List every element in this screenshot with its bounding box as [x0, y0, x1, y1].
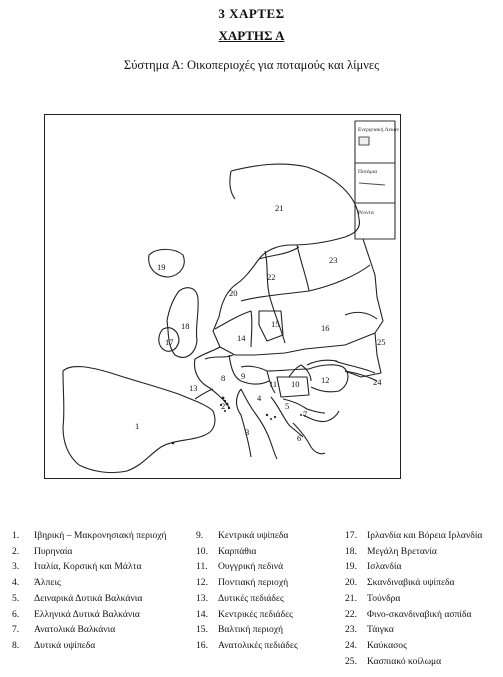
legend-number: 14.	[196, 608, 208, 620]
legend-label: Άλπεις	[34, 577, 61, 589]
legend-item	[12, 559, 167, 575]
region-label-24: 24	[373, 377, 382, 387]
legend-item	[345, 559, 482, 575]
legend-item	[196, 591, 298, 607]
region-label-17: 17	[165, 337, 174, 347]
legend-item	[345, 591, 482, 607]
legend-item	[345, 607, 482, 623]
legend-number: 3.	[12, 561, 20, 573]
region-outline-east	[345, 333, 381, 377]
region-label-5: 5	[285, 401, 290, 411]
legend-item	[196, 622, 298, 638]
legend-number: 2.	[12, 545, 20, 557]
region-border	[267, 369, 309, 371]
map-title: ΧΑΡΤΗΣ Α	[218, 28, 285, 43]
legend-number: 12.	[196, 577, 208, 589]
legend-number: 22.	[345, 608, 357, 620]
region-label-25: 25	[377, 337, 386, 347]
legend-item	[345, 638, 482, 654]
legend-item	[196, 575, 298, 591]
legend-item	[196, 638, 298, 654]
region-label-9: 9	[241, 371, 246, 381]
legend-label: Ιταλία, Κορσική και Μάλτα	[34, 561, 142, 573]
legend-item	[345, 622, 482, 638]
region-border	[215, 311, 252, 347]
region-border	[345, 312, 377, 319]
map-key-label: Ενεργειακή Λεκάνη	[358, 127, 399, 133]
region-border	[297, 245, 309, 291]
region-label-15: 15	[271, 319, 280, 329]
region-19-outline	[149, 249, 185, 277]
legend-label: Κεντρικά υψίπεδα	[218, 530, 289, 541]
legend-label: Καρπάθια	[218, 545, 257, 557]
legend-number: 15.	[196, 624, 208, 636]
legend-label: Τάιγκα	[367, 624, 394, 636]
legend-number: 7.	[12, 624, 20, 636]
legend-label: Βαλτική περιοχή	[218, 624, 284, 636]
legend-number: 25.	[345, 655, 357, 667]
section-title: 3 ΧΑΡΤΕΣ	[218, 6, 285, 21]
region-border	[335, 361, 375, 373]
map-key-swatch	[359, 137, 369, 145]
legend-label: Ουγγρική πεδινά	[218, 561, 284, 573]
legend-item	[345, 575, 482, 591]
legend-label: Δυτικές πεδιάδες	[218, 592, 284, 604]
region-border	[241, 265, 370, 301]
region-3-outline	[237, 389, 252, 457]
map-frame	[44, 114, 401, 479]
legend-label: Δειναρικά Δυτικά Βαλκάνια	[34, 592, 143, 604]
legend-label: Μεγάλη Βρετανία	[367, 545, 437, 557]
legend-label: Δυτικά υψίπεδα	[34, 639, 96, 651]
region-label-11: 11	[269, 379, 278, 389]
legend-label: Τούνδρα	[367, 592, 401, 604]
legend-label: Ιρλανδία και Βόρεια Ιρλανδία	[367, 530, 483, 541]
legend-label: Ισλανδία	[367, 561, 402, 573]
legend-number: 1.	[12, 530, 20, 541]
region-label-3: 3	[245, 427, 250, 437]
europe-ecoregion-map	[45, 115, 399, 477]
legend-item	[196, 559, 298, 575]
legend-number: 8.	[12, 639, 20, 651]
region-label-16: 16	[321, 323, 330, 333]
region-label-14: 14	[237, 333, 246, 343]
legend-item	[12, 607, 167, 623]
legend-item	[196, 607, 298, 623]
legend-number: 16.	[196, 639, 208, 651]
map-key-label: Ρέοντα	[358, 210, 374, 216]
legend-label: Ιβηρική – Μακρονησιακή περιοχή	[34, 530, 167, 541]
legend-item	[196, 544, 298, 560]
legend-column-2	[196, 528, 298, 654]
legend-column-3	[345, 528, 482, 669]
region-label-12: 12	[321, 375, 330, 385]
legend-number: 4.	[12, 577, 20, 589]
legend-number: 19.	[345, 561, 357, 573]
legend-label: Κασπιακό κοίλωμα	[367, 655, 442, 667]
legend-item	[345, 528, 482, 544]
region-label-20: 20	[229, 288, 238, 298]
region-label-18: 18	[181, 321, 190, 331]
region-label-8: 8	[221, 373, 226, 383]
legend-label: Ανατολικές πεδιάδες	[218, 639, 298, 651]
legend-number: 5.	[12, 592, 20, 604]
legend-number: 20.	[345, 577, 357, 589]
legend-label: Ποντιακή περιοχή	[218, 577, 289, 589]
legend-label: Ελληνικά Δυτικά Βαλκάνια	[34, 608, 140, 620]
legend-number: 6.	[12, 608, 20, 620]
legend-label: Φινο-σκανδιναβική ασπίδα	[367, 608, 472, 620]
legend-item	[345, 654, 482, 670]
map-subtitle: Σύστημα Α: Οικοπεριοχές για ποταμούς και λίμνες	[123, 58, 380, 72]
region-label-19: 19	[157, 262, 166, 272]
legend-label: Κεντρικές πεδιάδες	[218, 608, 293, 620]
legend-number: 11.	[196, 561, 208, 573]
legend-number: 21.	[345, 592, 357, 604]
legend-item	[12, 622, 167, 638]
region-label-6: 6	[297, 433, 302, 443]
region-outline-north	[230, 171, 235, 199]
region-label-21: 21	[275, 203, 284, 213]
legend-item	[12, 638, 167, 654]
map-key-label: Ποτάμια	[358, 169, 378, 175]
legend-item	[12, 544, 167, 560]
legend-number: 9.	[196, 530, 204, 541]
legend-number: 17.	[345, 530, 357, 541]
legend-item	[12, 575, 167, 591]
region-label-2: 2	[221, 401, 226, 411]
legend-item	[12, 528, 167, 544]
legend-column-1	[12, 528, 167, 654]
legend-number: 23.	[345, 624, 357, 636]
legend-label: Πυρηναία	[34, 545, 73, 557]
region-label-7: 7	[303, 409, 308, 419]
region-label-13: 13	[189, 383, 198, 393]
region-2-outline	[195, 389, 213, 399]
legend-number: 18.	[345, 545, 357, 557]
legend-label: Σκανδιναβικά υψίπεδα	[367, 577, 455, 589]
legend-item	[12, 591, 167, 607]
region-label-22: 22	[267, 272, 276, 282]
region-label-10: 10	[291, 379, 300, 389]
legend-number: 13.	[196, 592, 208, 604]
legend-item	[196, 528, 298, 544]
region-label-4: 4	[257, 393, 262, 403]
region-labels	[135, 203, 386, 443]
region-label-23: 23	[329, 255, 338, 265]
legend-item	[345, 544, 482, 560]
legend-number: 24.	[345, 639, 357, 651]
legend-label: Ανατολικά Βαλκάνια	[34, 624, 116, 636]
legend-label: Καύκασος	[367, 639, 407, 651]
region-label-1: 1	[135, 421, 140, 431]
legend-number: 10.	[196, 545, 208, 557]
